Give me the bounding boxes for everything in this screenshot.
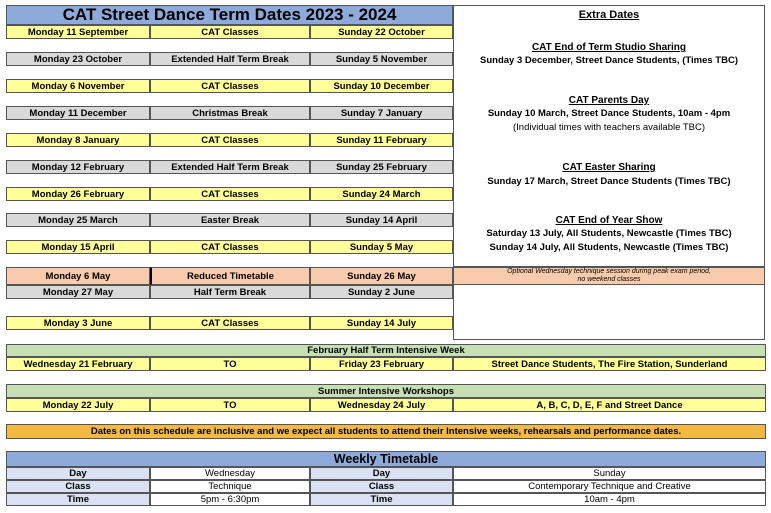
term-start: Monday 26 February bbox=[6, 187, 150, 201]
term-end: Sunday 2 June bbox=[310, 285, 453, 299]
note-line-1: Optional Wednesday technique session during peak exam period, bbox=[507, 268, 711, 275]
term-label: Extended Half Term Break bbox=[150, 160, 310, 174]
term-label: Extended Half Term Break bbox=[150, 52, 310, 66]
term-label: Easter Break bbox=[150, 213, 310, 227]
summer-intensive-detail: A, B, C, D, E, F and Street Dance bbox=[453, 398, 766, 412]
feb-intensive-to: TO bbox=[150, 357, 310, 371]
term-label: Christmas Break bbox=[150, 106, 310, 120]
parents-day-title: CAT Parents Day bbox=[568, 95, 650, 106]
page-title: CAT Street Dance Term Dates 2023 - 2024 bbox=[6, 5, 453, 25]
term-start: Monday 11 December bbox=[6, 106, 150, 120]
term-label: CAT Classes bbox=[150, 240, 310, 254]
term-start: Monday 8 January bbox=[6, 133, 150, 147]
term-start: Monday 27 May bbox=[6, 285, 150, 299]
easter-sharing-title: CAT Easter Sharing bbox=[562, 162, 656, 173]
term-end: Sunday 22 October bbox=[310, 25, 453, 39]
term-label: CAT Classes bbox=[150, 79, 310, 93]
term-end: Sunday 11 February bbox=[310, 133, 453, 147]
extra-dates-heading: Extra Dates bbox=[578, 9, 640, 21]
sharing-title: CAT End of Term Studio Sharing bbox=[531, 42, 687, 53]
summer-intensive-start: Monday 22 July bbox=[6, 398, 150, 412]
parents-day-note: (Individual times with teachers available TBC) bbox=[512, 122, 706, 133]
note-line-2: no weekend classes bbox=[577, 276, 641, 283]
term-label: CAT Classes bbox=[150, 187, 310, 201]
weekly-label: Day bbox=[310, 467, 453, 480]
term-label: Half Term Break bbox=[150, 285, 310, 299]
weekly-label: Class bbox=[310, 480, 453, 493]
summer-intensive-heading: Summer Intensive Workshops bbox=[6, 384, 766, 398]
parents-day-line: Sunday 10 March, Street Dance Students, 10am - 4pm bbox=[487, 108, 731, 119]
end-of-year-show-title: CAT End of Year Show bbox=[555, 215, 663, 226]
term-start: Monday 15 April bbox=[6, 240, 150, 254]
term-label: CAT Classes bbox=[150, 133, 310, 147]
term-start: Monday 6 November bbox=[6, 79, 150, 93]
feb-intensive-detail: Street Dance Students, The Fire Station, Sunderland bbox=[453, 357, 766, 371]
term-end: Sunday 5 November bbox=[310, 52, 453, 66]
term-end: Sunday 14 April bbox=[310, 213, 453, 227]
weekly-timetable-heading: Weekly Timetable bbox=[6, 451, 766, 467]
feb-intensive-end: Friday 23 February bbox=[310, 357, 453, 371]
term-start: Monday 6 May bbox=[6, 267, 150, 285]
term-end: Sunday 5 May bbox=[310, 240, 453, 254]
weekly-value: 5pm - 6:30pm bbox=[150, 493, 310, 506]
weekly-value: Wednesday bbox=[150, 467, 310, 480]
term-label: CAT Classes bbox=[150, 316, 310, 330]
term-label: Reduced Timetable bbox=[150, 267, 310, 285]
weekly-value: Technique bbox=[150, 480, 310, 493]
feb-intensive-start: Wednesday 21 February bbox=[6, 357, 150, 371]
term-end: Sunday 10 December bbox=[310, 79, 453, 93]
term-end: Sunday 26 May bbox=[310, 267, 453, 285]
term-end: Sunday 7 January bbox=[310, 106, 453, 120]
weekly-label: Time bbox=[310, 493, 453, 506]
weekly-value: Contemporary Technique and Creative bbox=[453, 480, 766, 493]
term-label: CAT Classes bbox=[150, 25, 310, 39]
term-start: Monday 25 March bbox=[6, 213, 150, 227]
term-start: Monday 3 June bbox=[6, 316, 150, 330]
weekly-value: 10am - 4pm bbox=[453, 493, 766, 506]
attendance-notice: Dates on this schedule are inclusive and we expect all students to attend their Intensive weeks, rehearsals and performance dates. bbox=[6, 424, 766, 439]
weekly-label: Time bbox=[6, 493, 150, 506]
show-line-1: Saturday 13 July, All Students, Newcastle (Times TBC) bbox=[486, 228, 732, 239]
term-end: Sunday 24 March bbox=[310, 187, 453, 201]
easter-sharing-line: Sunday 17 March, Street Dance Students (Times TBC) bbox=[487, 176, 731, 187]
term-start: Monday 12 February bbox=[6, 160, 150, 174]
feb-intensive-heading: February Half Term Intensive Week bbox=[6, 344, 766, 357]
term-start: Monday 11 September bbox=[6, 25, 150, 39]
weekly-label: Class bbox=[6, 480, 150, 493]
term-start: Monday 23 October bbox=[6, 52, 150, 66]
weekly-value: Sunday bbox=[453, 467, 766, 480]
sharing-line: Sunday 3 December, Street Dance Students, (Times TBC) bbox=[480, 55, 738, 66]
term-end: Sunday 14 July bbox=[310, 316, 453, 330]
blank-panel bbox=[453, 285, 765, 340]
extra-dates-panel bbox=[453, 5, 765, 267]
show-line-2: Sunday 14 July, All Students, Newcastle (Times TBC) bbox=[489, 242, 729, 253]
summer-intensive-to: TO bbox=[150, 398, 310, 412]
term-end: Sunday 25 February bbox=[310, 160, 453, 174]
reduced-timetable-note bbox=[453, 267, 765, 285]
summer-intensive-end: Wednesday 24 July bbox=[310, 398, 453, 412]
weekly-label: Day bbox=[6, 467, 150, 480]
